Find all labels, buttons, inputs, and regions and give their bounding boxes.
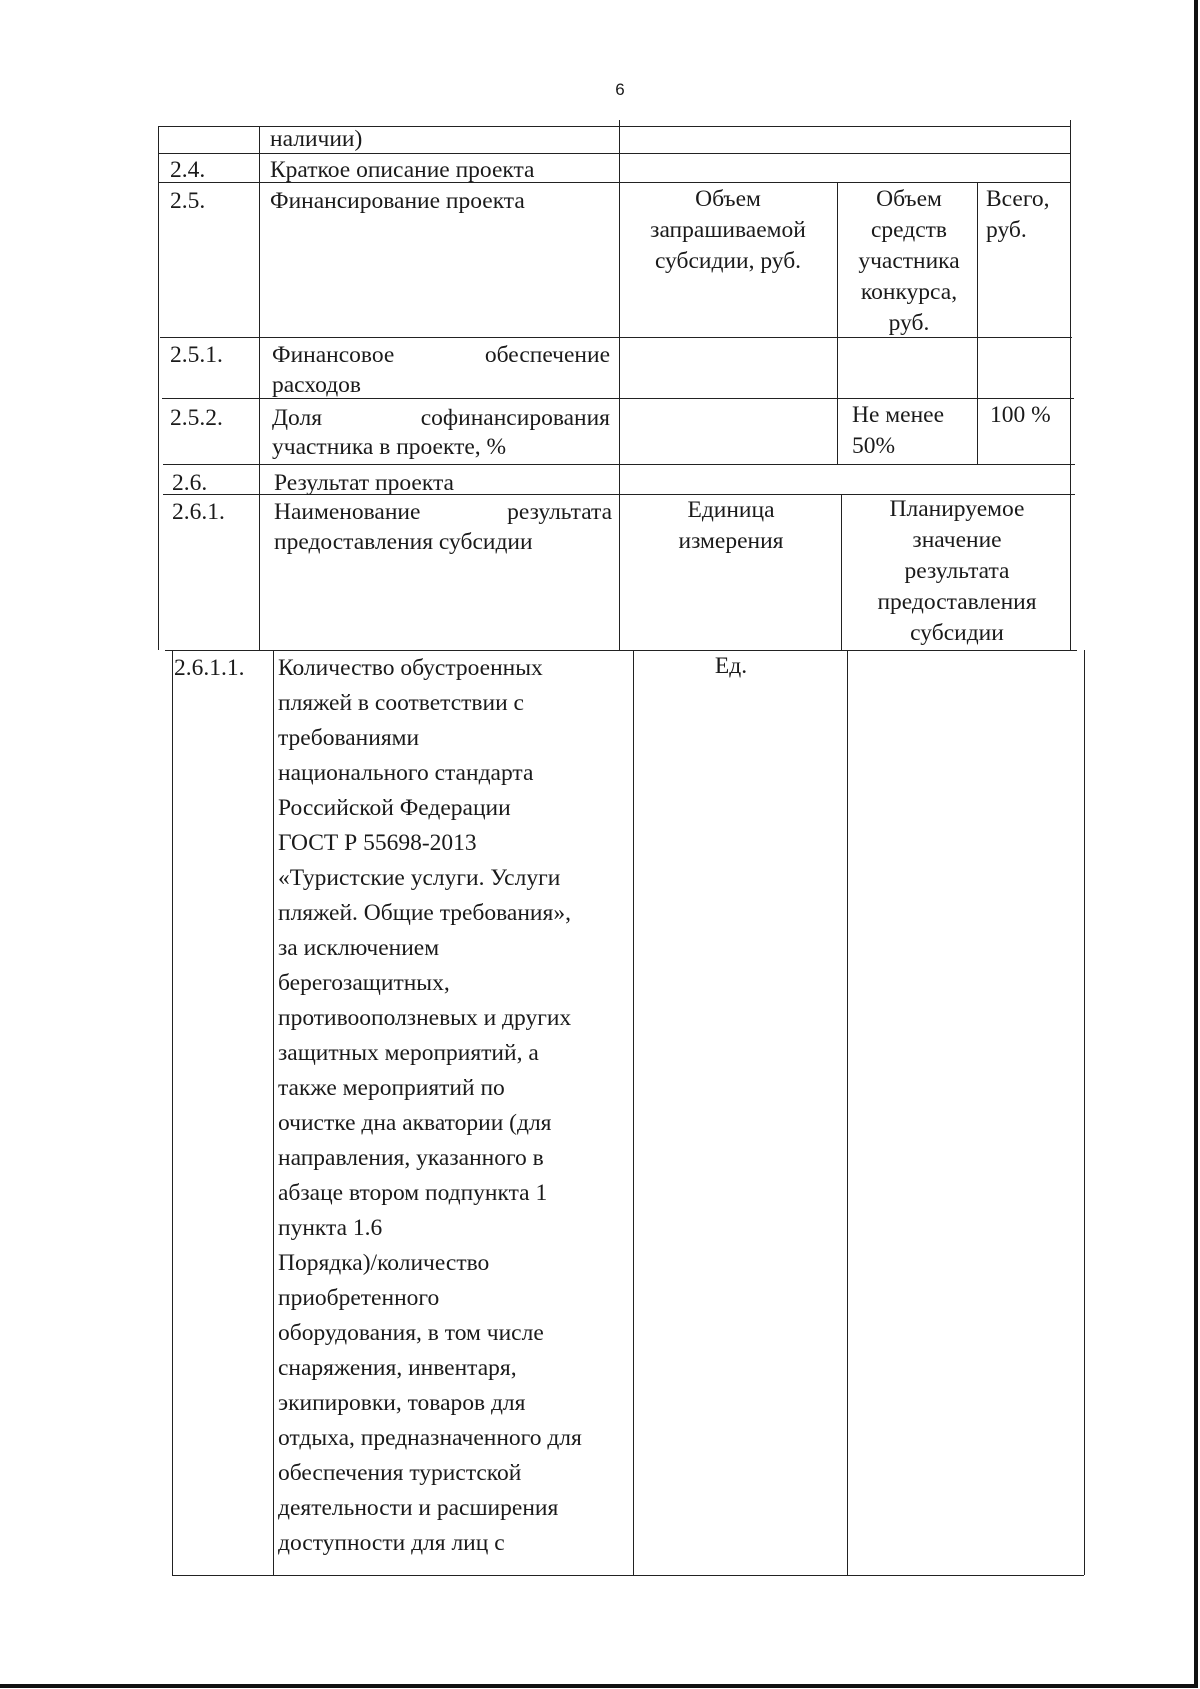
row-label: Финансовое обеспечение: [272, 342, 610, 368]
text-line: направления, указанного в: [278, 1145, 544, 1171]
row-label: Наименование результата: [274, 499, 612, 525]
text-line: доступности для лиц с: [278, 1530, 505, 1556]
row-number: 2.5.1.: [170, 342, 223, 368]
text-line: деятельности и расширения: [278, 1495, 559, 1521]
text-line: пляжей. Общие требования»,: [278, 900, 571, 926]
text-line: Порядка)/количество: [278, 1250, 490, 1276]
text-line: Количество обустроенных: [278, 655, 543, 681]
text-line: ГОСТ Р 55698-2013: [278, 830, 477, 856]
table-rule: [259, 126, 260, 650]
table-rule: [273, 650, 274, 1575]
table-rule: [619, 120, 620, 650]
text-line: оборудования, в том числе: [278, 1320, 544, 1346]
row-number: 2.4.: [170, 157, 206, 183]
text-line: абзаце втором подпункта 1: [278, 1180, 548, 1206]
table-rule: [847, 650, 848, 1575]
row-label-continued: предоставления субсидии: [274, 529, 533, 555]
text-line: снаряжения, инвентаря,: [278, 1355, 517, 1381]
row-number: 2.6.1.: [172, 499, 225, 525]
row-continuation-label: наличии): [270, 126, 363, 152]
row-number: 2.5.: [170, 188, 206, 214]
row-label-continued: расходов: [272, 372, 362, 398]
text-line: очистке дна акватории (для: [278, 1110, 552, 1136]
table-rule: [1070, 120, 1071, 650]
column-header-planned: Планируемое значение результата предоставления субсидии: [877, 496, 1037, 646]
participant-share-value: Не менее 50%: [852, 402, 945, 459]
table-rule: [977, 182, 978, 464]
table-rule: [158, 126, 159, 650]
row-number: 2.5.2.: [170, 405, 223, 431]
text-line: пляжей в соответствии с: [278, 690, 524, 716]
column-header-total: Всего, руб.: [986, 186, 1050, 243]
text-line: также мероприятий по: [278, 1075, 505, 1101]
unit-value: Ед.: [714, 653, 748, 679]
row-number: 2.6.1.1.: [174, 655, 245, 681]
text-line: «Туристские услуги. Услуги: [278, 865, 561, 891]
text-line: отдыха, предназначенного для: [278, 1425, 582, 1451]
text-line: приобретенного: [278, 1285, 440, 1311]
table-rule: [841, 494, 842, 650]
column-header-subsidy: Объем запрашиваемой субсидии, руб.: [650, 186, 806, 274]
row-label-continued: участника в проекте, %: [272, 434, 507, 460]
row-label: Краткое описание проекта: [270, 157, 535, 183]
table-rule: [172, 650, 173, 1575]
column-header-unit: Единица измерения: [678, 497, 784, 554]
table-rule: [1084, 650, 1085, 1575]
text-line: противооползневых и других: [278, 1005, 572, 1031]
text-line: Российской Федерации: [278, 795, 511, 821]
row-label: Доля софинансирования: [272, 405, 610, 431]
text-line: обеспечения туристской: [278, 1460, 522, 1486]
column-header-participant: Объем средств участника конкурса, руб.: [858, 186, 960, 336]
result-description: [278, 651, 630, 1561]
table-rule: [172, 1575, 1084, 1576]
text-line: берегозащитных,: [278, 970, 450, 996]
text-line: за исключением: [278, 935, 440, 961]
text-line: национального стандарта: [278, 760, 534, 786]
row-number: 2.6.: [172, 470, 208, 496]
text-line: пункта 1.6: [278, 1215, 383, 1241]
table-rule: [837, 182, 838, 464]
total-value: 100 %: [990, 402, 1051, 428]
text-line: требованиями: [278, 725, 420, 751]
table-rule: [633, 650, 634, 1575]
page-number: 6: [615, 80, 625, 99]
row-label: Финансирование проекта: [270, 188, 525, 214]
text-line: защитных мероприятий, а: [278, 1040, 539, 1066]
row-label: Результат проекта: [274, 470, 454, 496]
text-line: экипировки, товаров для: [278, 1390, 526, 1416]
